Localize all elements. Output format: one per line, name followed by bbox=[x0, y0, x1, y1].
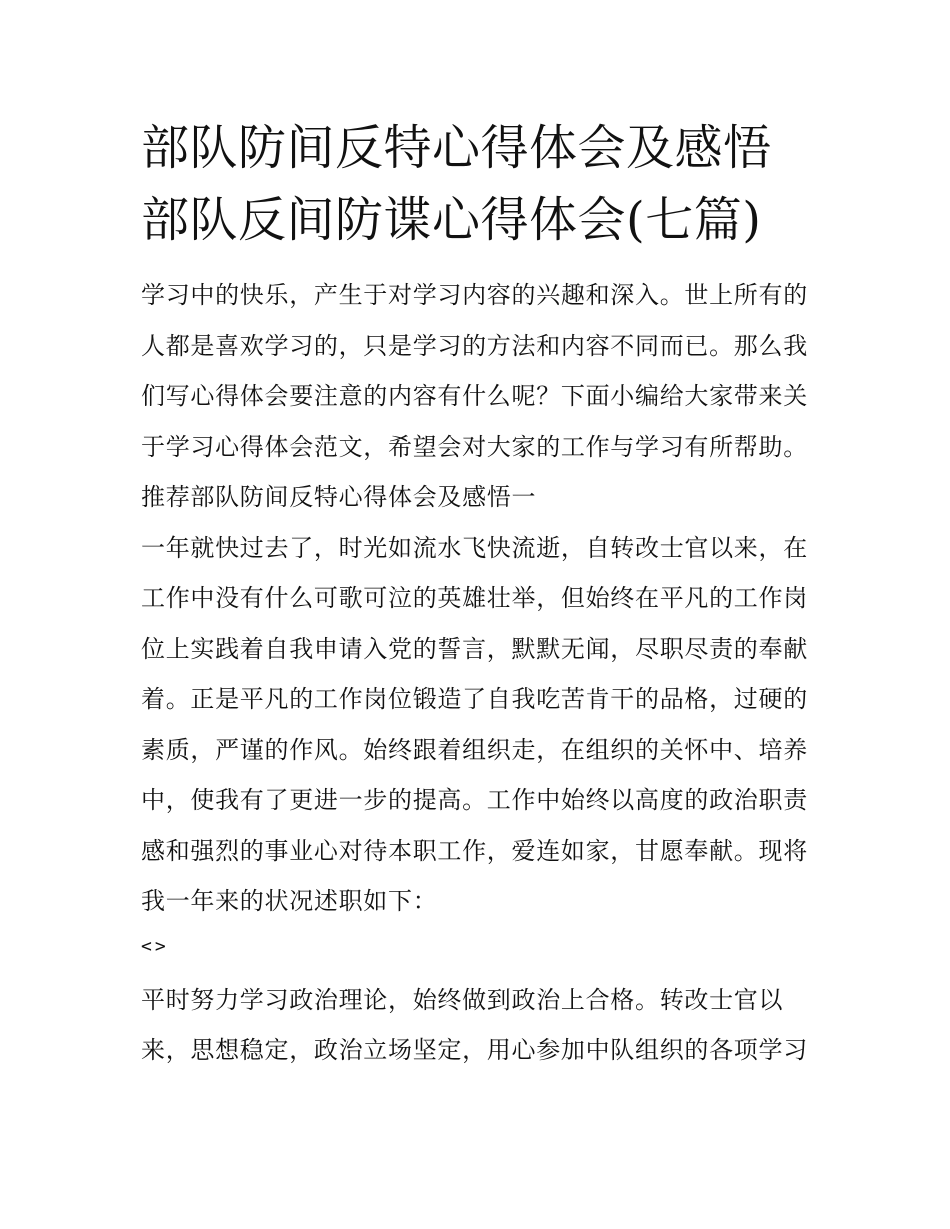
text-line: 感和强烈的事业心对待本职工作，爱连如家，甘愿奉献。现将 bbox=[141, 836, 808, 865]
document-content bbox=[141, 112, 831, 1076]
final-paragraph bbox=[141, 975, 831, 1076]
text-line: 人都是喜欢学习的，只是学习的方法和内容不同而已。那么我 bbox=[141, 331, 808, 360]
text-line: 我一年来的状况述职如下： bbox=[141, 887, 438, 915]
text-line: 来，思想稳定，政治立场坚定，用心参加中队组织的各项学习 bbox=[141, 1036, 808, 1064]
text-line: 们写心得体会要注意的内容有什么呢？下面小编给大家带来关 bbox=[141, 382, 808, 410]
text-line: 素质，严谨的作风。始终跟着组织走，在组织的关怀中、培养 bbox=[141, 735, 808, 764]
symbol-line: <> bbox=[141, 935, 169, 957]
title-line: 部队反间防谍心得体会(七篇) bbox=[141, 192, 762, 248]
text-line: 学习中的快乐，产生于对学习内容的兴趣和深入。世上所有的 bbox=[141, 281, 808, 309]
text-line: 于学习心得体会范文，希望会对大家的工作与学习有所帮助。 bbox=[141, 432, 808, 461]
text-line: 一年就快过去了，时光如流水飞快流逝，自转改士官以来，在 bbox=[141, 533, 808, 562]
text-line: 中，使我有了更进一步的提高。工作中始终以高度的政治职责 bbox=[141, 786, 808, 814]
text-line: 位上实践着自我申请入党的誓言，默默无闻，尽职尽责的奉献 bbox=[141, 634, 808, 663]
title-line: 部队防间反特心得体会及感悟 bbox=[141, 120, 772, 176]
text-line: 工作中没有什么可歌可泣的英雄壮举，但始终在平凡的工作岗 bbox=[141, 584, 808, 612]
text-line: 着。正是平凡的工作岗位锻造了自我吃苦肯干的品格，过硬的 bbox=[141, 685, 808, 713]
body-paragraph bbox=[141, 523, 831, 927]
section-heading: 推荐部队防间反特心得体会及感悟一 bbox=[141, 483, 537, 511]
text-line: 平时努力学习政治理论，始终做到政治上合格。转改士官以 bbox=[141, 985, 784, 1014]
intro-paragraph bbox=[141, 270, 831, 472]
document-title bbox=[141, 112, 831, 256]
